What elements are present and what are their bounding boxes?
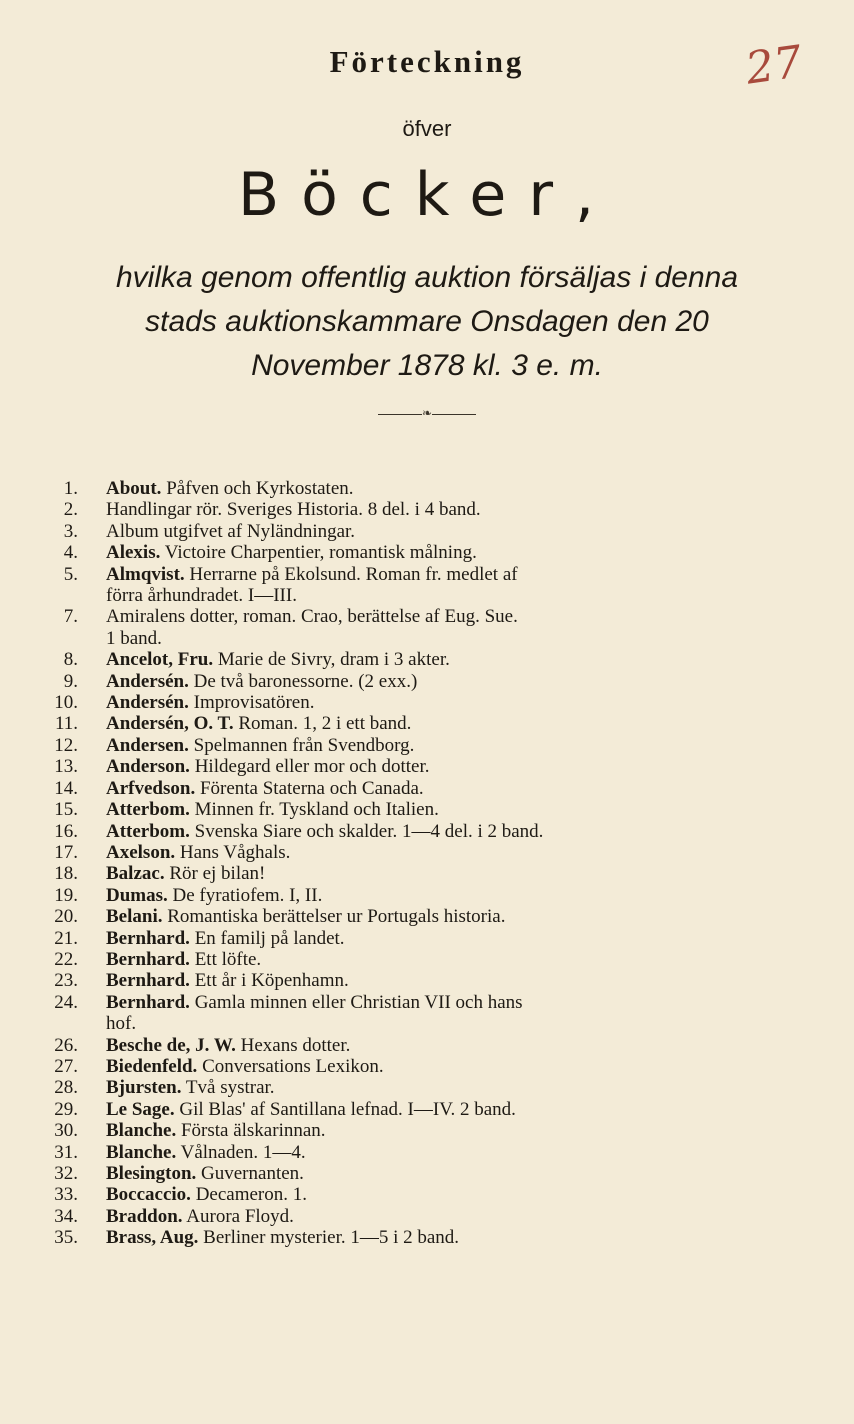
entry-title: Ett år i Köpenhamn.	[194, 970, 349, 992]
entry-number: 32.	[54, 1163, 78, 1184]
entry-title: Conversations Lexikon.	[202, 1055, 384, 1077]
entry-author: Belani.	[106, 906, 163, 928]
entry-number: 12.	[54, 734, 78, 756]
entry-number: 20.	[54, 906, 78, 928]
entry-author: Dumas.	[106, 884, 168, 906]
book-entry	[54, 756, 760, 778]
entry-title: Gamla minnen eller Christian VII och hans	[194, 991, 523, 1013]
entry-title: Guvernanten.	[201, 1163, 304, 1184]
book-entry	[54, 820, 760, 842]
entry-text	[106, 606, 760, 649]
entry-title: De två baronessorne. (2 exx.)	[193, 670, 418, 692]
entry-title: Svenska Siare och skalder. 1—4 del. i 2 band.	[194, 820, 544, 842]
entry-author: Bernhard.	[106, 970, 190, 992]
entry-number: 24.	[54, 991, 78, 1013]
book-entry	[60, 521, 760, 542]
entry-continuation: 1 band.	[106, 627, 162, 649]
entry-number: 33.	[54, 1184, 78, 1206]
book-entry	[54, 692, 760, 714]
entry-text	[106, 1206, 760, 1227]
book-entry	[54, 1098, 760, 1120]
book-entry	[54, 1141, 760, 1163]
entry-author: Andersen.	[106, 734, 189, 756]
book-list	[54, 478, 760, 1249]
entry-text	[106, 1120, 760, 1141]
entry-title: Förenta Staterna och Canada.	[199, 777, 424, 799]
auction-subtitle	[0, 256, 854, 388]
entry-number: 27.	[54, 1055, 78, 1077]
book-entry	[54, 970, 760, 992]
entry-title: Roman. 1, 2 i ett band.	[238, 713, 412, 735]
entry-text	[106, 1056, 760, 1077]
entry-number: 28.	[54, 1077, 78, 1099]
entry-author: Bernhard.	[106, 927, 190, 949]
entry-author: Blanche.	[106, 1141, 177, 1163]
entry-text	[106, 970, 760, 991]
entry-author: Arfvedson.	[106, 777, 196, 799]
entry-number: 11.	[54, 713, 78, 735]
entry-author: Le Sage.	[106, 1098, 175, 1120]
entry-text	[106, 735, 760, 756]
entry-number: 2.	[63, 499, 78, 521]
entry-author: Braddon.	[106, 1205, 183, 1227]
entry-title: De fyratiofem. I, II.	[172, 884, 323, 906]
entry-number: 23.	[54, 970, 78, 992]
entry-number: 4.	[63, 542, 78, 564]
entry-number: 26.	[54, 1034, 78, 1056]
book-entry	[60, 478, 760, 499]
book-entry	[54, 1055, 760, 1077]
entry-title: Minnen fr. Tyskland och Italien.	[194, 799, 439, 821]
entry-number: 5.	[63, 563, 78, 585]
entry-number: 7.	[63, 606, 78, 628]
entry-author: Andersén, O. T.	[106, 713, 234, 735]
book-entry	[54, 799, 760, 821]
book-entry	[54, 1184, 760, 1206]
book-entry	[54, 713, 760, 735]
book-entry	[60, 649, 760, 670]
entry-title: Romantiska berättelser ur Portugals historia.	[167, 906, 506, 928]
book-entry	[54, 1034, 760, 1056]
entry-text	[106, 799, 760, 820]
subtitle-line: hvilka genom offentlig auktion försäljas i denna	[115, 261, 739, 294]
entry-title: Aurora Floyd.	[186, 1205, 294, 1227]
entry-text	[106, 1077, 760, 1098]
subtitle-line: stads auktionskammare Onsdagen den 20	[145, 305, 709, 338]
entry-author: Besche de, J. W.	[106, 1034, 236, 1056]
entry-text	[106, 542, 760, 563]
entry-text	[106, 478, 760, 499]
entry-author: Axelson.	[106, 841, 176, 863]
entry-number: 35.	[54, 1227, 78, 1249]
entry-text	[106, 499, 760, 520]
entry-number: 17.	[54, 841, 78, 863]
entry-author: Bjursten.	[106, 1077, 182, 1099]
entry-title: Hexans dotter.	[240, 1034, 351, 1056]
entry-number: 3.	[63, 520, 78, 542]
book-entry	[54, 884, 760, 906]
book-entry	[54, 991, 760, 1035]
entry-title: Vålnaden. 1—4.	[180, 1141, 306, 1163]
book-entry	[54, 863, 760, 885]
book-entry	[54, 841, 760, 863]
entry-continuation: förra århundradet. I—III.	[106, 585, 297, 607]
entry-text	[106, 1099, 760, 1120]
entry-author: Atterbom.	[106, 799, 190, 821]
entry-title: Improvisatören.	[193, 692, 315, 714]
entry-title: Herrarne på Ekolsund. Roman fr. medlet af	[189, 563, 518, 585]
entry-author: Almqvist.	[106, 563, 185, 585]
book-entry	[54, 948, 760, 970]
entry-number: 14.	[54, 777, 78, 799]
book-entry	[54, 1227, 760, 1249]
entry-title: Hans Våghals.	[179, 841, 291, 863]
entry-author: Bernhard.	[106, 948, 190, 970]
entry-title: Gil Blas' af Santillana lefnad. I—IV. 2 band.	[179, 1098, 516, 1120]
entry-text	[106, 949, 760, 970]
book-entry	[60, 564, 760, 607]
book-entry	[60, 499, 760, 520]
entry-author: Blanche.	[106, 1120, 177, 1142]
entry-text	[106, 821, 760, 842]
entry-author: Bernhard.	[106, 991, 190, 1013]
entry-number: 29.	[54, 1098, 78, 1120]
entry-number: 22.	[54, 948, 78, 970]
subtitle-line: November 1878 kl. 3 e. m.	[251, 349, 603, 382]
entry-text	[106, 649, 760, 670]
entry-continuation: hof.	[106, 1013, 137, 1035]
entry-author: Ancelot, Fru.	[106, 649, 214, 671]
book-entry	[54, 777, 760, 799]
entry-author: About.	[106, 478, 162, 499]
entry-text	[106, 863, 760, 884]
entry-number: 21.	[54, 927, 78, 949]
entry-number: 19.	[54, 884, 78, 906]
entry-text	[106, 992, 760, 1035]
entry-text	[106, 1184, 760, 1205]
entry-text	[106, 692, 760, 713]
entry-number: 34.	[54, 1205, 78, 1227]
entry-title: En familj på landet.	[194, 927, 345, 949]
book-entry	[54, 906, 760, 928]
entry-text	[106, 713, 760, 734]
entry-text	[106, 756, 760, 777]
entry-title: Hildegard eller mor och dotter.	[194, 756, 430, 778]
entry-number: 9.	[63, 670, 78, 692]
book-entry	[60, 606, 760, 649]
entry-title: Rör ej bilan!	[169, 863, 266, 885]
catalog-preposition: öfver	[402, 116, 452, 141]
entry-number: 13.	[54, 756, 78, 778]
entry-author: Boccaccio.	[106, 1184, 191, 1206]
book-entry	[54, 927, 760, 949]
entry-title: Amiralens dotter, roman. Crao, berättelse af Eug. Sue.	[106, 606, 518, 628]
entry-title: Album utgifvet af Nyländningar.	[106, 520, 356, 542]
entry-title: Berliner mysterier. 1—5 i 2 band.	[203, 1227, 460, 1249]
entry-number: 16.	[54, 820, 78, 842]
book-entry	[54, 1120, 760, 1142]
book-entry	[54, 1077, 760, 1099]
entry-author: Balzac.	[106, 863, 165, 885]
entry-title: Spelmannen från Svendborg.	[193, 734, 415, 756]
entry-number: 10.	[54, 692, 78, 714]
entry-number: 1.	[63, 478, 78, 499]
divider-ornament: ❧	[0, 406, 854, 421]
entry-author: Andersén.	[106, 692, 189, 714]
entry-number: 15.	[54, 799, 78, 821]
entry-author: Brass, Aug.	[106, 1227, 199, 1249]
entry-text	[106, 1227, 760, 1248]
entry-author: Blesington.	[106, 1163, 197, 1184]
entry-text	[106, 778, 760, 799]
entry-text	[106, 521, 760, 542]
entry-author: Alexis.	[106, 542, 161, 564]
entry-number: 18.	[54, 863, 78, 885]
entry-text	[106, 564, 760, 607]
book-entry	[54, 1163, 760, 1184]
entry-text	[106, 842, 760, 863]
book-entry	[54, 1205, 760, 1227]
entry-text	[106, 885, 760, 906]
entry-title: Victoire Charpentier, romantisk målning.	[164, 542, 477, 564]
catalog-title: Förteckning	[329, 44, 525, 79]
book-entry	[54, 734, 760, 756]
entry-title: Marie de Sivry, dram i 3 akter.	[217, 649, 450, 671]
entry-author: Biedenfeld.	[106, 1055, 198, 1077]
book-entry	[60, 542, 760, 563]
entry-title: Handlingar rör. Sveriges Historia. 8 del. i 4 band.	[106, 499, 481, 521]
page-number: 27	[742, 36, 806, 95]
entry-text	[106, 928, 760, 949]
entry-text	[106, 1163, 760, 1184]
book-entry	[60, 671, 760, 692]
entry-title: Två systrar.	[185, 1077, 275, 1099]
entry-number: 8.	[63, 649, 78, 671]
entry-title: Första älskarinnan.	[180, 1120, 326, 1142]
entry-text	[106, 906, 760, 927]
entry-text	[106, 671, 760, 692]
entry-number: 31.	[54, 1141, 78, 1163]
entry-author: Anderson.	[106, 756, 190, 778]
entry-number: 30.	[54, 1120, 78, 1142]
entry-text	[106, 1142, 760, 1163]
entry-title: Ett löfte.	[194, 948, 262, 970]
entry-text	[106, 1035, 760, 1056]
entry-author: Andersén.	[106, 670, 189, 692]
catalog-main-heading: Böcker,	[237, 160, 617, 230]
entry-title: Decameron. 1.	[195, 1184, 307, 1206]
entry-author: Atterbom.	[106, 820, 190, 842]
entry-title: Påfven och Kyrkostaten.	[166, 478, 354, 499]
